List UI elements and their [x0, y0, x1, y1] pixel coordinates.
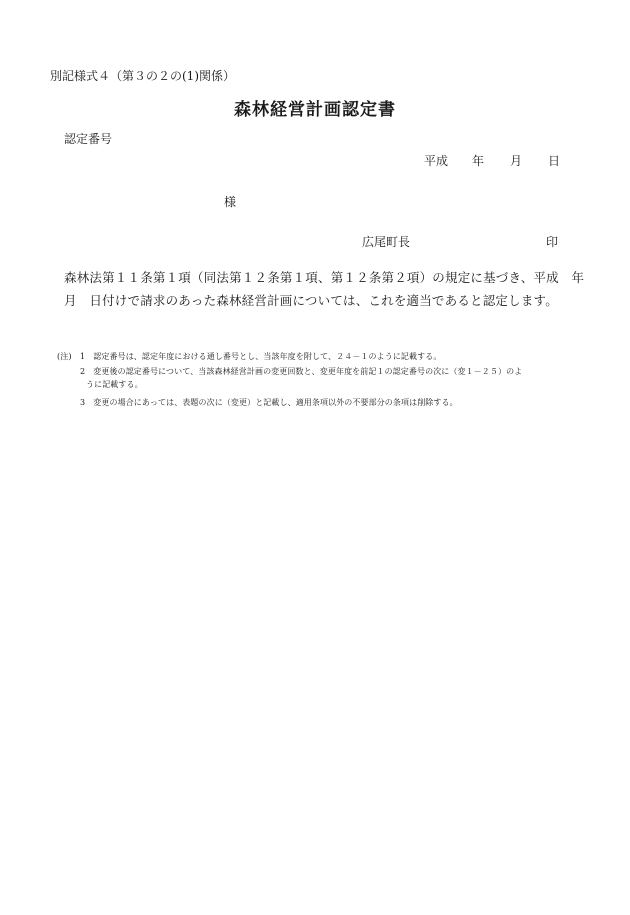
- seal-mark: 印: [546, 235, 559, 249]
- date-year: 年: [472, 154, 485, 168]
- date-month: 月: [510, 154, 523, 168]
- body-text-line-1: 森林法第１１条第１項（同法第１２条第１項、第１２条第２項）の規定に基づき、平成 年: [64, 270, 585, 285]
- notes-heading: (注): [57, 352, 72, 361]
- form-reference: 別記様式４（第３の２の(1)関係）: [50, 69, 235, 83]
- body-text-line-2: 月 日付けで請求のあった森林経営計画については、これを適当であると認定します。: [64, 293, 558, 308]
- document-title: 森林経営計画認定書: [234, 100, 396, 120]
- date-line: [424, 152, 560, 169]
- issuer-name: 広尾町長: [362, 235, 411, 249]
- date-day: 日: [548, 154, 561, 168]
- addressee-suffix: 様: [224, 195, 237, 209]
- note-1: 1 認定番号は、認定年度における通し番号とし、当該年度を附して、２４－１のように記載する。: [80, 352, 442, 361]
- note-3: 3 変更の場合にあっては、表題の次に（変更）と記載し、適用条項以外の不要部分の条項は削除する。: [80, 398, 458, 407]
- note-2-continued: うに記載する。: [86, 380, 143, 389]
- note-2: 2 変更後の認定番号について、当該森林経営計画の変更回数と、変更年度を前記１の認定番号の次に（変１－２５）のよ: [80, 367, 523, 376]
- certification-number-label: 認定番号: [64, 132, 113, 146]
- date-era: 平成: [424, 154, 449, 168]
